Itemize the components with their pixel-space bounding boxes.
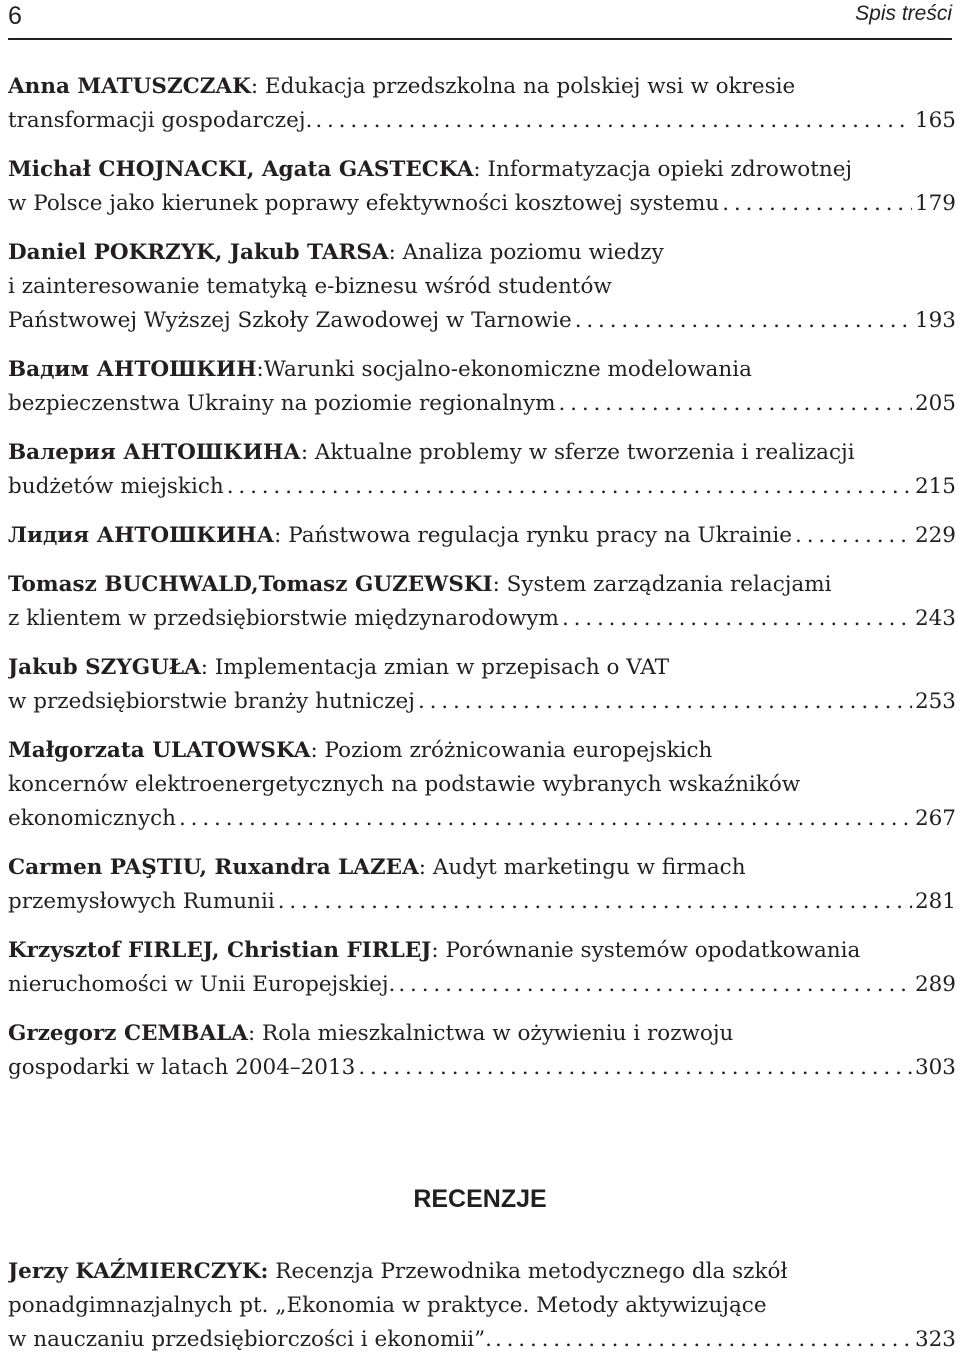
toc-entry-text <box>8 772 800 797</box>
toc-entry-page: 229 <box>914 523 956 548</box>
toc-entry-title: Państwowa regulacja rynku pracy na Ukrainie <box>288 523 793 548</box>
toc-entry-line <box>8 802 956 836</box>
toc-entry-page: 281 <box>914 889 956 914</box>
toc-entry-page: 215 <box>914 474 956 499</box>
toc-entry-line <box>8 734 956 768</box>
toc-entry-authors: Валерия АНТОШКИНА <box>8 440 301 465</box>
toc-entry-text <box>8 802 176 836</box>
toc-entry-text <box>8 1323 492 1357</box>
toc-entry-line <box>8 70 956 104</box>
toc-entry-text <box>8 387 555 421</box>
toc-entry-line <box>8 270 956 304</box>
toc-entry-title: nieruchomości w Unii Europejskiej. <box>8 972 396 997</box>
toc-entry-text <box>8 885 275 919</box>
toc-entry-authors: Jakub SZYGUŁA <box>8 655 201 680</box>
toc-entry[interactable] <box>8 851 956 919</box>
dot-leader <box>179 802 912 836</box>
toc-entry-text: Małgorzata ULATOWSKA: Poziom zróżnicowania europejskich <box>8 738 713 763</box>
toc-entry-page: 303 <box>914 1055 956 1080</box>
toc-entry-title: przemysłowych Rumunii <box>8 889 275 914</box>
toc-entry[interactable] <box>8 568 956 636</box>
dot-leader <box>575 304 912 338</box>
toc-entry-page: 205 <box>914 391 956 416</box>
toc-entry-page: 323 <box>914 1327 956 1352</box>
toc-entry-text <box>8 1259 787 1284</box>
dot-leader <box>278 885 912 919</box>
toc-entry-line <box>8 768 956 802</box>
toc-entry[interactable] <box>8 353 956 421</box>
toc-entry-title: gospodarki w latach 2004–2013 <box>8 1055 356 1080</box>
dot-leader <box>495 1323 912 1357</box>
toc-entry-title: Aktualne problemy w sferze tworzenia i realizacji <box>314 440 855 465</box>
dot-leader <box>358 1051 912 1085</box>
toc-entry-page: 179 <box>914 191 956 216</box>
toc-entry-authors: Jerzy KAŹMIERCZYK: <box>8 1259 269 1284</box>
toc-entry[interactable] <box>8 519 956 553</box>
toc-entry-line <box>8 1289 956 1323</box>
toc-entry-line <box>8 387 956 421</box>
toc-entry-authors: Krzysztof FIRLEJ, Christian FIRLEJ <box>8 938 432 963</box>
toc-entry-line <box>8 1323 956 1357</box>
toc-entry-text <box>8 187 719 221</box>
toc-entry-title: budżetów miejskich <box>8 474 224 499</box>
toc-entry-text <box>8 470 224 504</box>
toc-entry-title: Implementacja zmian w przepisach o VAT <box>214 655 670 680</box>
toc-entry-title: ekonomicznych <box>8 806 177 831</box>
toc-entry-text: Jakub SZYGUŁA: Implementacja zmian w przepisach o VAT <box>8 655 670 680</box>
toc-entry-title: Informatyzacja opieki zdrowotnej <box>487 157 853 182</box>
toc-entry-title: Recenzja Przewodnika metodycznego dla szkół <box>275 1259 788 1284</box>
toc-entry-title: transformacji gospodarczej. <box>8 108 313 133</box>
toc-entry-authors: Michał CHOJNACKI, Agata GASTECKA <box>8 157 474 182</box>
toc-entry-title: w Polsce jako kierunek poprawy efektywności kosztowej systemu <box>8 191 720 216</box>
toc-entry-text: Grzegorz CEMBALA: Rola mieszkalnictwa w ożywieniu i rozwoju <box>8 1021 734 1046</box>
toc-entry-line <box>8 1051 956 1085</box>
dot-leader <box>795 519 912 553</box>
toc-entry-text: Anna MATUSZCZAK: Edukacja przedszkolna na polskiej wsi w okresie <box>8 74 796 99</box>
toc-entry-text <box>8 104 312 138</box>
table-of-contents <box>8 70 956 1100</box>
reviews-list <box>8 1255 956 1372</box>
toc-entry-page: 267 <box>914 806 956 831</box>
toc-entry-line <box>8 651 956 685</box>
running-title: Spis treści <box>855 2 952 25</box>
toc-entry-page: 253 <box>914 689 956 714</box>
toc-entry-page: 289 <box>914 972 956 997</box>
toc-entry-line <box>8 1255 956 1289</box>
toc-entry-line <box>8 436 956 470</box>
toc-entry-line <box>8 602 956 636</box>
toc-entry[interactable] <box>8 1017 956 1085</box>
toc-entry-text: Валерия АНТОШКИНА: Aktualne problemy w sferze tworzenia i realizacji <box>8 440 855 465</box>
toc-entry-text: Лидия АНТОШКИНА: Państwowa regulacja rynku pracy na Ukrainie <box>8 523 793 548</box>
toc-entry-title: Porównanie systemów opodatkowania <box>445 938 861 963</box>
toc-entry-title: i zainteresowanie tematyką e-biznesu wśród studentów <box>8 274 612 299</box>
toc-entry[interactable] <box>8 1255 956 1357</box>
toc-entry-page: 193 <box>914 308 956 333</box>
toc-entry-title: ponadgimnazjalnych pt. „Ekonomia w praktyce. Metody aktywizujące <box>8 1293 767 1318</box>
toc-entry-text: Michał CHOJNACKI, Agata GASTECKA: Informatyzacja opieki zdrowotnej <box>8 157 853 182</box>
toc-entry-title: Analiza poziomu wiedzy <box>402 240 664 265</box>
dot-leader <box>315 104 912 138</box>
toc-entry-title: w nauczaniu przedsiębiorczości i ekonomii”. <box>8 1327 492 1352</box>
toc-entry-authors: Лидия АНТОШКИНА <box>8 523 275 548</box>
toc-entry-line <box>8 353 956 387</box>
toc-entry-authors: Anna MATUSZCZAK <box>8 74 251 99</box>
toc-entry-text <box>8 968 395 1002</box>
toc-entry-page: 165 <box>914 108 956 133</box>
toc-entry-title: System zarządzania relacjami <box>506 572 832 597</box>
toc-entry-line <box>8 153 956 187</box>
toc-entry-line <box>8 685 956 719</box>
toc-entry-text <box>8 1293 767 1318</box>
toc-entry[interactable] <box>8 651 956 719</box>
page-number: 6 <box>8 2 22 30</box>
toc-entry-title: koncernów elektroenergetycznych na podstawie wybranych wskaźników <box>8 772 801 797</box>
toc-entry-text <box>8 602 559 636</box>
toc-entry-authors: Вадим АНТОШКИН <box>8 357 257 382</box>
toc-entry-title: Poziom zróżnicowania europejskich <box>324 738 713 763</box>
toc-entry-title: Rola mieszkalnictwa w ożywieniu i rozwoju <box>262 1021 734 1046</box>
toc-entry[interactable] <box>8 734 956 836</box>
toc-entry-line <box>8 519 956 553</box>
toc-entry-line <box>8 304 956 338</box>
toc-entry-text: Carmen PAŞTIU, Ruxandra LAZEA: Audyt marketingu w firmach <box>8 855 746 880</box>
toc-entry-line <box>8 568 956 602</box>
toc-entry[interactable] <box>8 436 956 504</box>
toc-entry-title: Edukacja przedszkolna na polskiej wsi w okresie <box>264 74 796 99</box>
toc-entry-text: Вадим АНТОШКИН:Warunki socjalno-ekonomiczne modelowania <box>8 357 752 382</box>
toc-entry-authors: Grzegorz CEMBALA <box>8 1021 248 1046</box>
toc-entry-text: Krzysztof FIRLEJ, Christian FIRLEJ: Porównanie systemów opodatkowania <box>8 938 861 963</box>
toc-entry-authors: Carmen PAŞTIU, Ruxandra LAZEA <box>8 855 419 880</box>
toc-entry-text: Daniel POKRZYK, Jakub TARSA: Analiza poziomu wiedzy <box>8 240 664 265</box>
toc-entry-title: w przedsiębiorstwie branży hutniczej <box>8 689 415 714</box>
section-heading-reviews: RECENZJE <box>413 1185 547 1213</box>
dot-leader <box>398 968 912 1002</box>
dot-leader <box>418 685 912 719</box>
toc-entry-line <box>8 851 956 885</box>
toc-entry-page: 243 <box>914 606 956 631</box>
toc-entry-title: Warunki socjalno-ekonomiczne modelowania <box>263 357 752 382</box>
toc-entry-title: bezpieczenstwa Ukrainy na poziomie regionalnym <box>8 391 556 416</box>
toc-entry-line <box>8 1017 956 1051</box>
toc-entry-authors: Tomasz BUCHWALD,Tomasz GUZEWSKI <box>8 572 493 597</box>
toc-entry-line <box>8 968 956 1002</box>
dot-leader <box>227 470 912 504</box>
dot-leader <box>562 602 912 636</box>
toc-entry-text <box>8 1051 355 1085</box>
toc-entry-text <box>8 274 612 299</box>
toc-entry-line <box>8 470 956 504</box>
toc-entry[interactable] <box>8 70 956 138</box>
dot-leader <box>558 387 911 421</box>
toc-entry-authors: Daniel POKRZYK, Jakub TARSA <box>8 240 389 265</box>
toc-entry-text <box>8 685 415 719</box>
toc-entry-text: Tomasz BUCHWALD,Tomasz GUZEWSKI: System zarządzania relacjami <box>8 572 832 597</box>
toc-entry[interactable] <box>8 236 956 338</box>
toc-entry[interactable] <box>8 934 956 1002</box>
toc-entry[interactable] <box>8 153 956 221</box>
toc-entry-line <box>8 934 956 968</box>
page-header <box>8 0 952 40</box>
dot-leader <box>722 187 912 221</box>
toc-entry-line <box>8 885 956 919</box>
toc-entry-line <box>8 104 956 138</box>
toc-entry-line <box>8 187 956 221</box>
toc-entry-title: z klientem w przedsiębiorstwie międzynarodowym <box>8 606 559 631</box>
toc-entry-title: Audyt marketingu w firmach <box>432 855 746 880</box>
toc-entry-line <box>8 236 956 270</box>
toc-entry-authors: Małgorzata ULATOWSKA <box>8 738 311 763</box>
toc-entry-text <box>8 304 572 338</box>
toc-entry-title: Państwowej Wyższej Szkoły Zawodowej w Tarnowie <box>8 308 572 333</box>
